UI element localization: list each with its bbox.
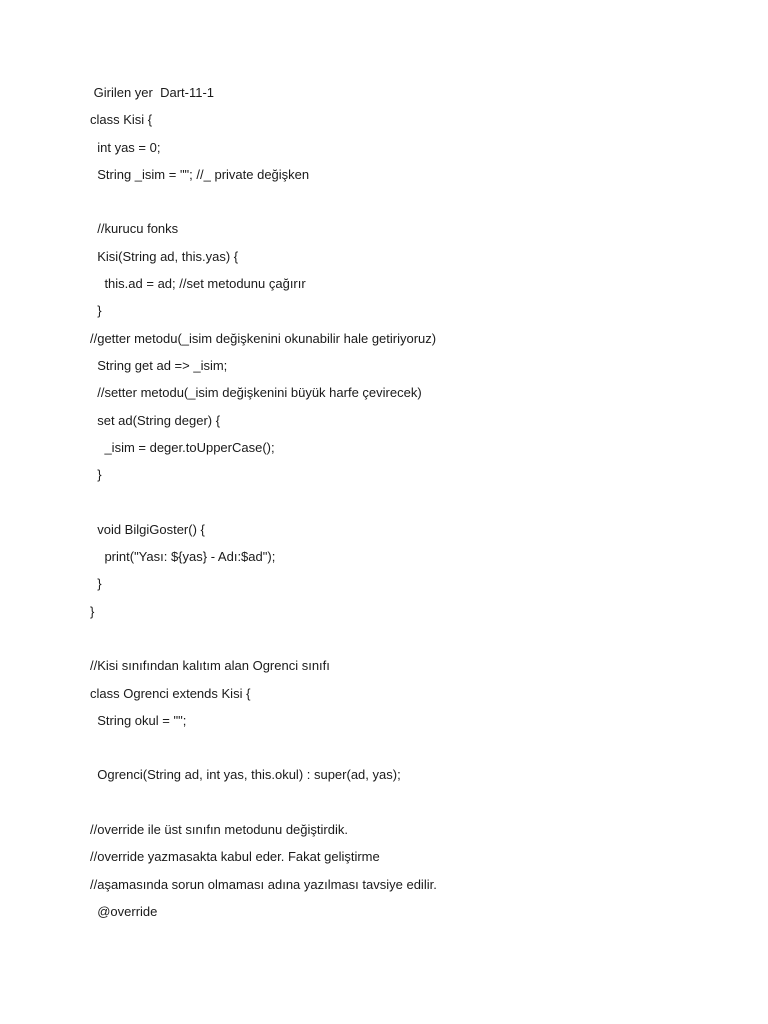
code-comment: //override ile üst sınıfın metodunu değiştirdik. [90,822,348,838]
code-annotation: @override [90,903,158,919]
blank-line [90,793,730,820]
code-line: class Kisi { [90,112,153,128]
code-comment: //Kisi sınıfından kalıtım alan Ogrenci sınıfı [90,658,330,674]
code-line: String okul = ""; [90,712,187,728]
code-comment: //override yazmasakta kabul eder. Fakat geliştirme [90,849,380,865]
code-comment: //getter metodu(_isim değişkenini okunabilir hale getiriyoruz) [90,330,437,346]
code-line: Ogrenci(String ad, int yas, this.okul) : super(ad, yas); [90,767,401,783]
blank-line [90,492,730,519]
code-line: this.ad = ad; //set metodunu çağırır [90,276,306,292]
document-heading: Girilen yer Dart-11-1 [90,85,215,100]
blank-line [90,629,730,656]
code-line: print("Yası: ${yas} - Adı:$ad"); [90,549,276,565]
code-line: void BilgiGoster() { [90,521,205,537]
blank-line [90,738,730,765]
code-line: } [90,467,102,483]
code-line: String get ad => _isim; [90,357,228,373]
code-comment: //aşamasında sorun olmaması adına yazılması tavsiye edilir. [90,876,437,892]
code-document [90,83,730,929]
code-comment: //kurucu fonks [90,221,179,237]
code-line: _isim = deger.toUpperCase(); [90,439,275,455]
code-line: } [90,303,102,319]
code-line: String _isim = ""; //_ private değişken [90,166,310,182]
code-line: int yas = 0; [90,139,161,155]
code-line: } [90,576,102,592]
code-line: Kisi(String ad, this.yas) { [90,248,239,264]
code-comment: //setter metodu(_isim değişkenini büyük harfe çevirecek) [90,385,422,401]
blank-line [90,192,730,219]
code-line: } [90,603,95,619]
code-line: set ad(String deger) { [90,412,221,428]
code-line: class Ogrenci extends Kisi { [90,685,251,701]
